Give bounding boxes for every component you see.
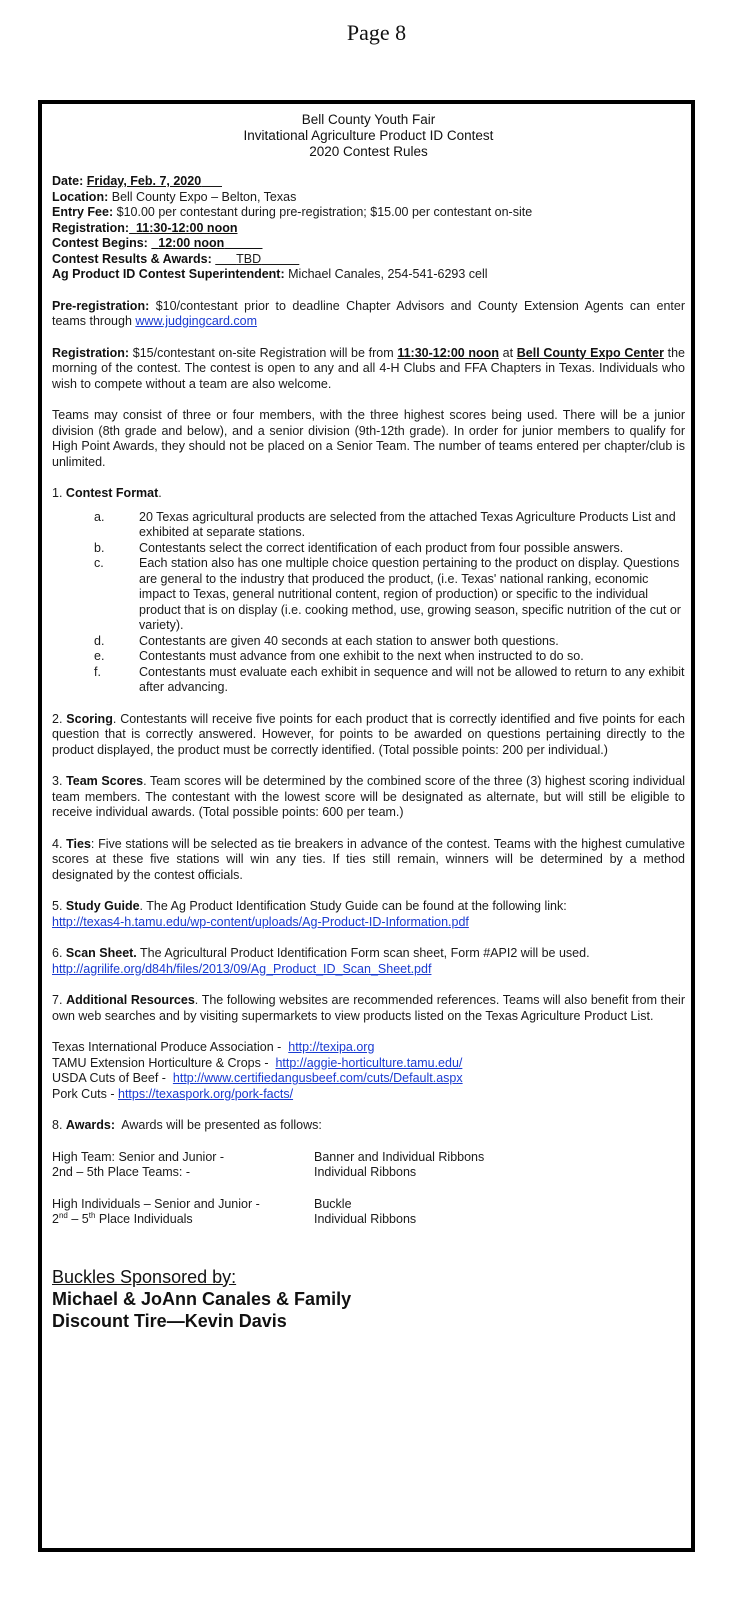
title-line-1: Bell County Youth Fair [301,112,436,127]
title-line-3: 2020 Contest Rules [309,144,428,159]
location-label: Location: [52,189,109,204]
resource-link[interactable]: http://aggie-horticulture.tamu.edu/ [275,1055,463,1070]
resource-link[interactable]: http://texipa.org [288,1040,375,1054]
date-label: Date: [52,174,84,188]
list-item: e. Contestants must advance from one exhibit to the next when instructed to do so. [94,649,584,663]
document-title [52,112,685,160]
list-item: Texas International Produce Association - http://texipa.org [52,1040,375,1054]
preregistration-paragraph: Pre-registration: $10/contestant prior to deadline Chapter Advisors and County Extension Agents can enter teams through www.judgingcard.com [52,298,685,328]
document-frame [38,100,695,1552]
resource-link[interactable]: https://texaspork.org/pork-facts/ [118,1086,294,1101]
entry-fee-value: $10.00 per contestant during pre-registration; $15.00 per contestant on-site [116,205,533,219]
sponsors-heading: Buckles Sponsored by: [52,1266,237,1287]
list-item: f. Contestants must evaluate each exhibit in sequence and will not be allowed to return to any exhibit after advancing. [94,664,685,694]
title-line-2: Invitational Agriculture Product ID Contest [243,128,494,143]
section-ties: 4. Ties: Five stations will be selected as tie breakers in advance of the contest. Teams with the highest cumulative scores at these five stations will win any ties. If ties still remain, winners will be determined by a method designated by the contest officials. [52,836,685,882]
section-study-guide: 5. Study Guide. The Ag Product Identification Study Guide can be found at the following link: http://texas4-h.tamu.edu/wp-content/uploads/Ag-Product-ID-Information.pdf [52,899,567,929]
study-guide-link[interactable]: http://texas4-h.tamu.edu/wp-content/uploads/Ag-Product-ID-Information.pdf [52,914,469,929]
list-item: USDA Cuts of Beef - http://www.certifiedangusbeef.com/cuts/Default.aspx [52,1071,463,1085]
registration-paragraph: Registration: $15/contestant on-site Registration will be from 11:30-12:00 noon at Bell County Expo Center the morning of the contest. The contest is open to any and all 4-H Clubs and FFA Chapters in Texas. Individuals who wish to compete without a team are also welcome. [52,345,686,391]
sponsor-line-2: Discount Tire—Kevin Davis [52,1310,287,1331]
list-item: a. 20 Texas agricultural products are selected from the attached Texas Agriculture Products List and exhibited at separate stations. [94,509,676,539]
section-team-scores: 3. Team Scores. Team scores will be determined by the combined score of the three (3) highest scoring individual team members. The contestant with the lowest score will be designated as alternate, but will still be eligible to receive individual awards. (Total possible points: 600 per team.) [52,774,685,819]
registration-label: Registration: [52,220,130,235]
list-item: b. Contestants select the correct identification of each product from four possible answers. [94,540,624,555]
results-value: TBD [236,251,262,266]
contest-begins-value: 12:00 noon [158,236,225,250]
judgingcard-link[interactable]: www.judgingcard.com [135,314,257,328]
scan-sheet-link[interactable]: http://agrilife.org/d84h/files/2013/09/Ag_Product_ID_Scan_Sheet.pdf [52,961,432,976]
section-awards: 8. Awards: Awards will be presented as follows: [52,1118,322,1132]
contest-info [52,174,685,283]
section-contest-format: 1. Contest Format. a. 20 Texas agricultural products are selected from the attached Texas Agriculture Products List and exhibited at separate stations. b. Contestants select the correct identification of each product from four possible answers. c. Each station also has one multiple choice question pertaining to the product on display. Questions are general to the industry that produced the product, (i.e. Texas' national ranking, economic impact to Texas, general nutritional content, region of production) or specific to the individual product that is on display (i.e. cooking method, use, growing season, specific nutrition of the cut or variety). d. Contestants are given 40 seconds at each station to answer both questions. e. Contestants must advance from one exhibit to the next when instructed to do so. f. Contestants must evaluate each exhibit in sequence and will not be allowed to return to any exhibit after advancing. [52,486,685,694]
contest-begins-label: Contest Begins: [52,236,148,250]
awards-table: High Team: Senior and Junior - Banner and Individual Ribbons 2nd – 5th Place Teams: - Individual Ribbons High Individuals – Senior and Junior - Buckle 2nd – 5th Place Individuals Individual Ribbons [52,1149,485,1226]
section-additional-resources: 7. Additional Resources. The following websites are recommended references. Teams will also benefit from their own web searches and by visiting supermarkets to view products listed on the Texas Agriculture Product List. [52,993,685,1023]
entry-fee-label: Entry Fee: [52,205,114,219]
superintendent-label: Ag Product ID Contest Superintendent: [52,267,285,281]
list-item: TAMU Extension Horticulture & Crops - http://aggie-horticulture.tamu.edu/ [52,1055,463,1070]
resource-link[interactable]: http://www.certifiedangusbeef.com/cuts/Default.aspx [172,1071,463,1085]
list-item: Pork Cuts - https://texaspork.org/pork-facts/ [52,1086,294,1101]
registration-value: 11:30-12:00 noon [136,220,238,235]
teams-paragraph: Teams may consist of three or four members, with the three highest scores being used. There will be a junior division (8th grade and below), and a senior division (9th-12th grade). In order for junior members to qualify for High Point Awards, they should not be placed on a Senior Team. The number of teams entered per chapter/club is unlimited. [52,408,685,469]
page-number: Page 8 [346,20,407,45]
section-scoring: 2. Scoring. Contestants will receive five points for each product that is correctly identified and five points for each question that is correctly answered. However, for points to be awarded on questions pertaining directly to the product displayed, the product must be correctly identified. (Total possible points: 200 per individual.) [52,711,685,757]
document-content [52,112,685,1332]
superintendent-value: Michael Canales, 254-541-6293 cell [288,267,488,281]
location-value: Bell County Expo – Belton, Texas [111,189,297,204]
resources-list [52,1040,685,1102]
sponsor-line-1: Michael & JoAnn Canales & Family [52,1288,352,1309]
results-label: Contest Results & Awards: [52,251,212,266]
list-item: c. Each station also has one multiple choice question pertaining to the product on display. Questions are general to the industry that produced the product, (i.e. Texas' national ranking, economic impact to Texas, general nutritional content, region of production) or specific to the individual product that is on display (i.e. cooking method, use, growing season, specific nutrition of the cut or variety). [94,556,681,632]
list-item: d. Contestants are given 40 seconds at each station to answer both questions. [94,633,559,648]
contest-format-list [52,510,685,696]
section-scan-sheet: 6. Scan Sheet. The Agricultural Product Identification Form scan sheet, Form #API2 will be used. http://agrilife.org/d84h/files/2013/09/Ag_Product_ID_Scan_Sheet.pdf [52,946,590,976]
date-value: Friday, Feb. 7, 2020 [86,174,202,188]
